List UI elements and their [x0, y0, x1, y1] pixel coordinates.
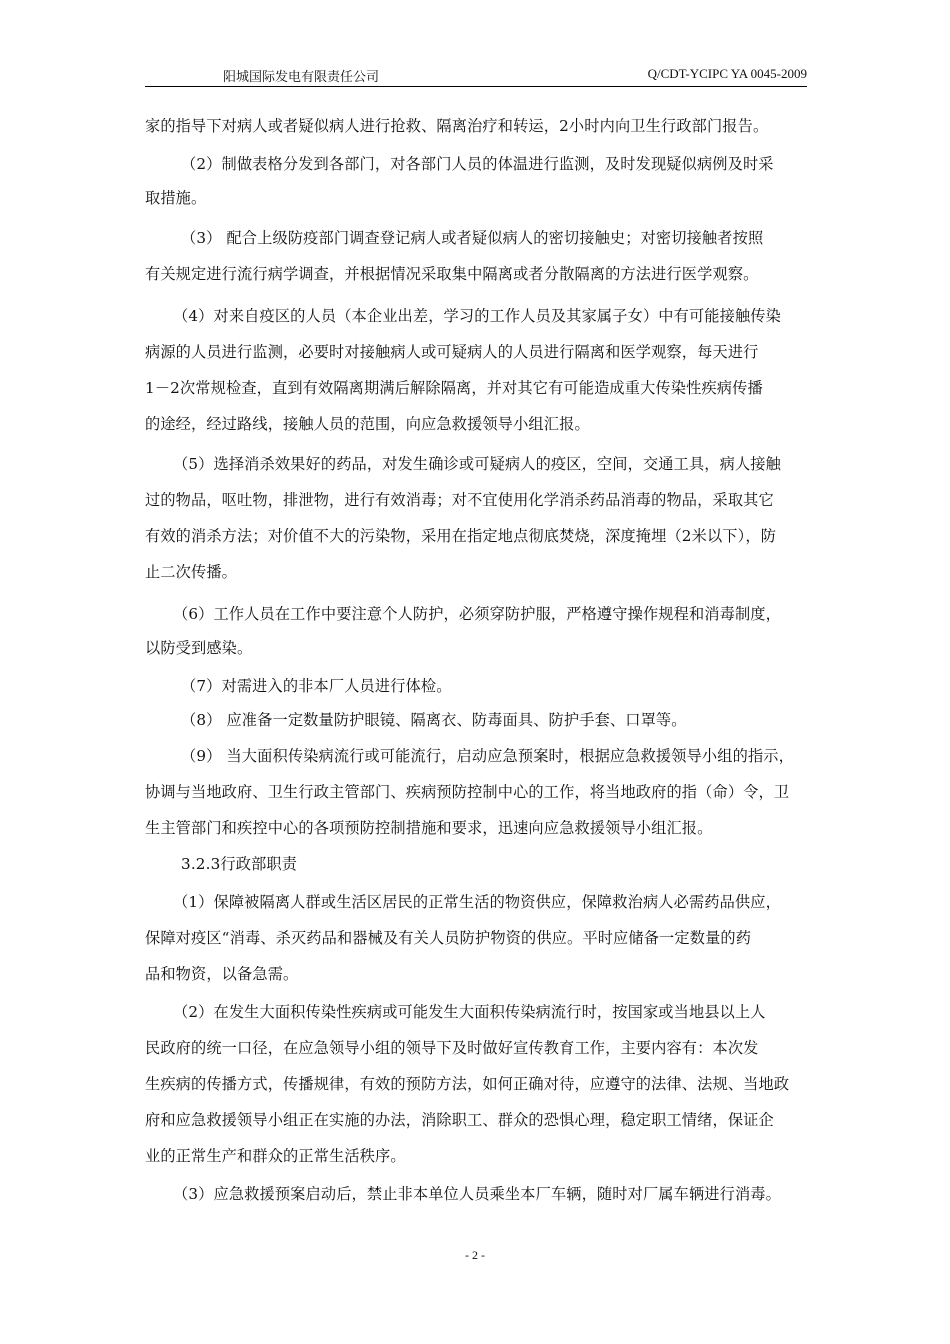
text-line: （9） 当大面积传染病流行或可能流行，启动应急预案时，根据应急救援领导小组的指示， [181, 747, 794, 765]
text-line: 病源的人员进行监测，必要时对接触病人或可疑病人的人员进行隔离和医学观察，每天进行 [145, 343, 759, 361]
text-line: 以防受到感染。 [145, 639, 253, 657]
text-line: 有效的消杀方法；对价值不大的污染物，采用在指定地点彻底焚烧，深度掩埋（2米以下），防 [145, 527, 777, 545]
text-line: 生疾病的传播方式，传播规律，有效的预防方法，如何正确对待，应遵守的法律、法规、当地政 [145, 1075, 790, 1093]
text-line: 品和物资，以备急需。 [145, 965, 299, 983]
text-line: （2）在发生大面积传染性疾病或可能发生大面积传染病流行时，按国家或当地县以上人 [173, 1003, 766, 1021]
text-line: 的途经，经过路线，接触人员的范围，向应急救援领导小组汇报。 [145, 415, 590, 433]
text-line: 生主管部门和疾控中心的各项预防控制措施和要求，迅速向应急救援领导小组汇报。 [145, 819, 713, 837]
text-line: 业的正常生产和群众的正常生活秩序。 [145, 1147, 406, 1165]
document-number: Q/CDT-YCIPC YA 0045-2009 [647, 66, 807, 81]
text-line: （3）应急救援预案启动后，禁止非本单位人员乘坐本厂车辆，随时对厂属车辆进行消毒。 [173, 1185, 781, 1203]
text-line: 过的物品，呕吐物，排泄物，进行有效消毒；对不宜使用化学消杀药品消毒的物品，采取其它 [145, 491, 774, 509]
text-line: 1－2次常规检查，直到有效隔离期满后解除隔离，并对其它有可能造成重大传染性疾病传播 [145, 379, 763, 397]
text-line: （3） 配合上级防疫部门调查登记病人或者疑似病人的密切接触史；对密切接触者按照 [181, 229, 764, 247]
text-line: （2）制做表格分发到各部门，对各部门人员的体温进行监测，及时发现疑似病例及时采 [181, 155, 774, 173]
text-line: （5）选择消杀效果好的药品，对发生确诊或可疑病人的疫区，空间，交通工具，病人接触 [173, 455, 781, 473]
text-line: （8） 应准备一定数量防护眼镜、隔离衣、防毒面具、防护手套、口罩等。 [181, 711, 687, 729]
text-line: 3.2.3行政部职责 [181, 855, 298, 873]
text-line: 家的指导下对病人或者疑似病人进行抢救、隔离治疗和转运，2小时内向卫生行政部门报告。 [145, 117, 769, 135]
text-line: 协调与当地政府、卫生行政主管部门、疾病预防控制中心的工作，将当地政府的指（命）令，卫 [145, 783, 790, 801]
text-line: （7）对需进入的非本厂人员进行体检。 [181, 677, 452, 695]
text-line: （1）保障被隔离人群或生活区居民的正常生活的物资供应，保障救治病人必需药品供应， [173, 893, 781, 911]
text-line: 有关规定进行流行病学调查，并根据情况采取集中隔离或者分散隔离的方法进行医学观察。 [145, 265, 759, 283]
text-line: （4）对来自疫区的人员（本企业出差，学习的工作人员及其家属子女）中有可能接触传染 [173, 307, 781, 325]
text-line: 保障对疫区“消毒、杀灭药品和器械及有关人员防护物资的供应。平时应储备一定数量的药 [145, 929, 752, 947]
text-line: 取措施。 [145, 189, 207, 207]
company-name: 阳城国际发电有限责任公司 [223, 70, 380, 85]
page-header [145, 66, 807, 86]
text-line: 府和应急救援领导小组正在实施的办法，消除职工、群众的恐惧心理，稳定职工情绪，保证企 [145, 1111, 774, 1129]
text-line: （6）工作人员在工作中要注意个人防护，必须穿防护服，严格遵守操作规程和消毒制度， [173, 605, 781, 623]
page-number: - 2 - [465, 1248, 485, 1262]
text-line: 止二次传播。 [145, 563, 238, 581]
header-divider [145, 86, 807, 87]
text-line: 民政府的统一口径，在应急领导小组的领导下及时做好宣传教育工作，主要内容有：本次发 [145, 1039, 759, 1057]
